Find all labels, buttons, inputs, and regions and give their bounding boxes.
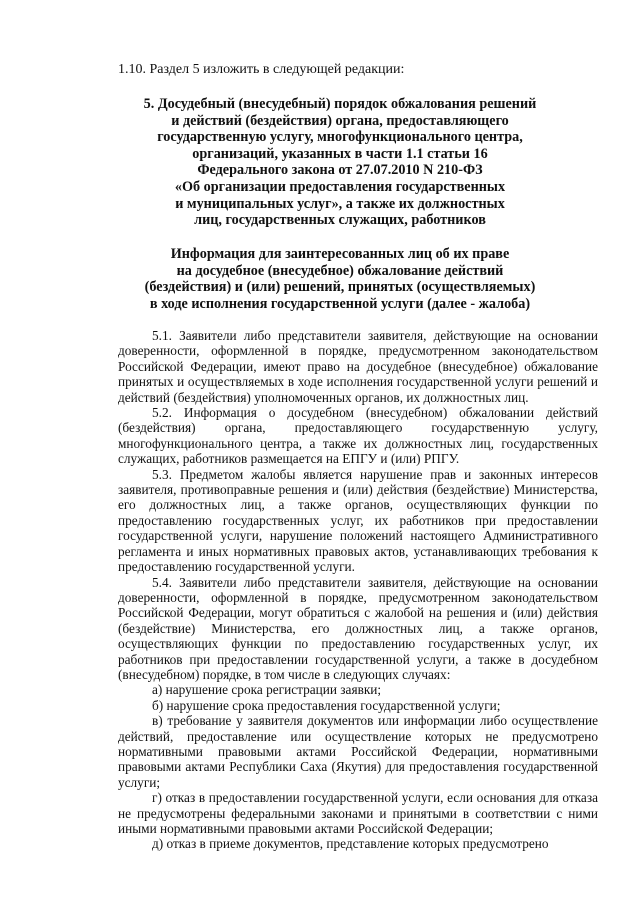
- intro-line: 1.10. Раздел 5 изложить в следующей редакции:: [118, 62, 405, 77]
- subsection-title-line: на досудебное (внесудебное) обжалование действий: [176, 262, 504, 279]
- subsection-title-line: Информация для заинтересованных лиц об их праве: [170, 246, 510, 262]
- section-title-line: Федерального закона от 27.07.2010 N 210-ФЗ: [197, 162, 483, 179]
- subsection-title-line: в ходе исполнения государственной услуги (далее - жалоба): [149, 295, 531, 312]
- list-item-d: д) отказ в приеме документов, представление которых предусмотрено: [152, 836, 549, 852]
- section-title-line: и действий (бездействия) органа, предоставляющего: [171, 112, 509, 129]
- paragraph-5-1: 5.1. Заявители либо представители заявителя, действующие на основании доверенности, оформленной в порядке, предусмотренном законодательством Российской Федерации, имеют право на досудебное (внесудебное) обжалование принятых и осуществляемых в ходе исполнения государственной услуги решений и действий (бездействия) уполномоченных органов, их должностных лиц.: [118, 328, 598, 405]
- section-title-line: 5. Досудебный (внесудебный) порядок обжалования решений: [143, 96, 537, 112]
- section-title-line: и муниципальных услуг», а также их должностных: [175, 195, 505, 212]
- subsection-title: [100, 246, 580, 312]
- list-item-b: б) нарушение срока предоставления государственной услуги;: [152, 697, 501, 713]
- subsection-title-line: (бездействия) и (или) решений, принятых (осуществляемых): [144, 279, 536, 296]
- list-item-g: г) отказ в предоставлении государственной услуги, если основания для отказа не предусмотрены федеральными законами и принятыми в соответствии с ними иными нормативными правовыми актами Российской Федерации;: [118, 790, 598, 836]
- section-title-line: «Об организации предоставления государственных: [174, 178, 506, 195]
- document-body: [118, 328, 598, 852]
- section-title: [100, 96, 580, 229]
- paragraph-5-4: 5.4. Заявители либо представители заявителя, действующие на основании доверенности, оформленной в порядке, предусмотренном законодательством Российской Федерации, могут обратиться с жалобой на решения и (или) действия (бездействие) Министерства, его должностных лиц, а также органов, осуществляющих функции по предоставлению государственных услуг, их работников при предоставлении государственной услуги, а также в досудебном (внесудебном) порядке, в том числе в следующих случаях:: [118, 574, 598, 682]
- section-title-line: организаций, указанных в части 1.1 статьи 16: [192, 145, 488, 162]
- list-item-a: а) нарушение срока регистрации заявки;: [152, 682, 382, 698]
- list-item-v: в) требование у заявителя документов или информации либо осуществление действий, предоставление или осуществление которых не предусмотрено нормативными правовыми актами Российской Федерации, нормативными правовыми актами Республики Саха (Якутия) для предоставления государственной услуги;: [118, 713, 598, 790]
- section-title-line: лиц, государственных служащих, работников: [194, 212, 486, 229]
- paragraph-5-3: 5.3. Предметом жалобы является нарушение прав и законных интересов заявителя, противоправные решения и (или) действия (бездействие) Министерства, его должностных лиц, а также органов, осуществляющих функции по предоставлению государственных услуг, их работников при предоставлении государственной услуги, нарушение положений настоящего Административного регламента и иных нормативных правовых актов, устанавливающих требования к предоставлению государственной услуги.: [118, 466, 598, 575]
- section-title-line: государственную услугу, многофункционального центра,: [157, 129, 523, 146]
- paragraph-5-2: 5.2. Информация о досудебном (внесудебном) обжаловании действий (бездействия) органа, предоставляющего государственную услугу, многофункционального центра, а также их должностных лиц, государственных служащих, работников размещается на ЕПГУ и (или) РПГУ.: [118, 405, 598, 467]
